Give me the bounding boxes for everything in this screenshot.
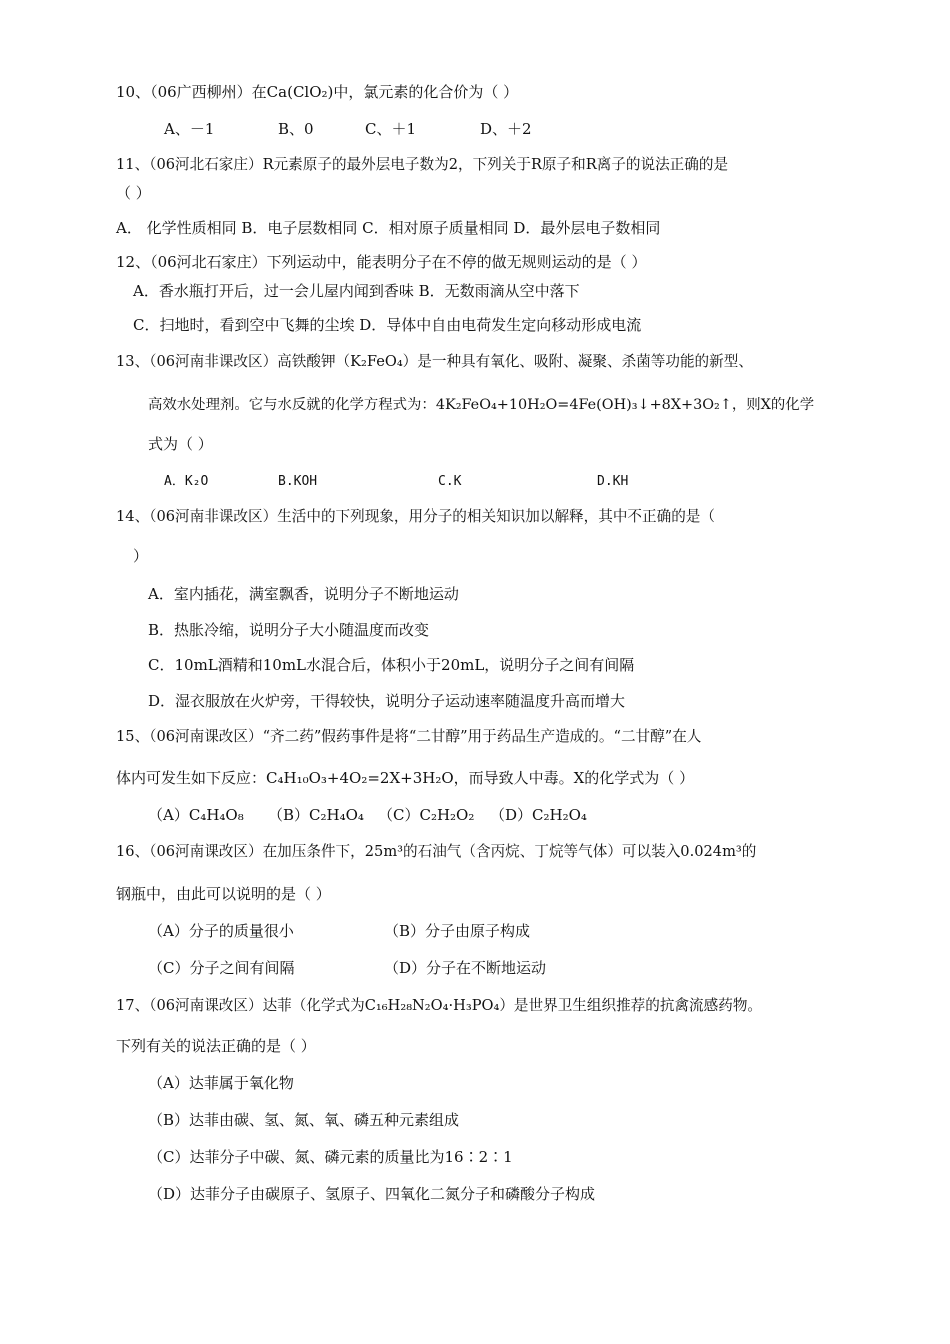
q16-option-a: （A）分子的质量很小 [148,922,294,940]
question-15-stem: 15、（06河南课改区）“齐二药”假药事件是将“二甘醇”用于药品生产造成的。“二甘醇”在人 [116,728,702,745]
q12-options-cd: C．扫地时，看到空中飞舞的尘埃 D．导体中自由电荷发生定向移动形成电流 [133,316,642,334]
question-15-stem-cont: 体内可发生如下反应：C₄H₁₀O₃+4O₂=2X+3H₂O，而导致人中毒。X的化学式为（ ） [116,769,695,787]
question-13-stem-end: 式为（ ） [148,435,213,453]
q15-option-b: （B）C₂H₄O₄ [268,806,364,824]
q16-option-c: （C）分子之间有间隔 [148,959,295,977]
q15-option-d: （D）C₂H₂O₄ [490,806,587,824]
q15-option-a: （A）C₄H₄O₈ [148,806,244,824]
q17-option-a: （A）达菲属于氧化物 [148,1074,294,1092]
q13-option-a: A．K₂O [164,474,209,489]
q10-option-a: A、－1 [164,120,215,138]
q16-option-b: （B）分子由原子构成 [384,922,531,940]
question-14-stem-cont: ） [133,547,149,565]
q10-option-d: D、＋2 [480,120,532,138]
q14-option-a: A．室内插花，满室飘香，说明分子不断地运动 [148,585,459,603]
q14-option-c: C．10mL酒精和10mL水混合后，体积小于20mL，说明分子之间有间隔 [148,656,635,674]
q12-options-ab: A．香水瓶打开后，过一会儿屋内闻到香味 B．无数雨滴从空中落下 [133,282,580,300]
question-13-equation: 高效水处理剂。它与水反就的化学方程式为：4K₂FeO₄+10H₂O=4Fe(OH)₃↓+8X+3O₂↑，则X的化学 [148,397,815,413]
question-13-stem: 13、（06河南非课改区）高铁酸钾（K₂FeO₄）是一种具有氧化、吸附、凝聚、杀菌等功能的新型、 [116,353,753,370]
q11-options: A． 化学性质相同 B．电子层数相同 C．相对原子质量相同 D．最外层电子数相同 [116,219,661,237]
q17-option-d: （D）达菲分子由碳原子、氢原子、四氧化二氮分子和磷酸分子构成 [148,1185,596,1203]
question-17-stem: 17、（06河南课改区）达菲（化学式为C₁₆H₂₈N₂O₄·H₃PO₄）是世界卫生组织推荐的抗禽流感药物。 [116,997,763,1014]
question-11-stem: 11、（06河北石家庄）R元素原子的最外层电子数为2，下列关于R原子和R离子的说法正确的是 [116,156,729,173]
q10-option-c: C、＋1 [365,120,417,138]
q13-option-c: C.K [438,474,462,489]
q13-option-b: B.KOH [278,474,318,489]
question-11-stem-cont: （ ） [116,184,151,202]
question-16-stem-cont: 钢瓶中，由此可以说明的是（ ） [116,885,331,903]
q10-option-b: B、0 [278,120,314,138]
q14-option-b: B．热胀冷缩，说明分子大小随温度而改变 [148,621,430,639]
question-16-stem: 16、（06河南课改区）在加压条件下，25m³的石油气（含丙烷、丁烷等气体）可以装入0.024m³的 [116,843,757,860]
question-12-stem: 12、（06河北石家庄）下列运动中，能表明分子在不停的做无规则运动的是（ ） [116,253,647,271]
question-17-stem-cont: 下列有关的说法正确的是（ ） [116,1037,316,1055]
q14-option-d: D．湿衣服放在火炉旁，干得较快，说明分子运动速率随温度升高而增大 [148,692,626,710]
q17-option-b: （B）达菲由碳、氢、氮、氧、磷五种元素组成 [148,1111,460,1129]
question-10-stem: 10、（06广西柳州）在Ca(ClO₂)中，氯元素的化合价为（ ） [116,83,519,101]
q16-option-d: （D）分子在不断地运动 [384,959,547,977]
q13-option-d: D.KH [597,474,629,489]
question-14-stem: 14、（06河南非课改区）生活中的下列现象，用分子的相关知识加以解释，其中不正确的是（ [116,508,715,525]
q15-option-c: （C）C₂H₂O₂ [378,806,475,824]
q17-option-c: （C）达菲分子中碳、氮、磷元素的质量比为16∶2∶1 [148,1148,513,1166]
